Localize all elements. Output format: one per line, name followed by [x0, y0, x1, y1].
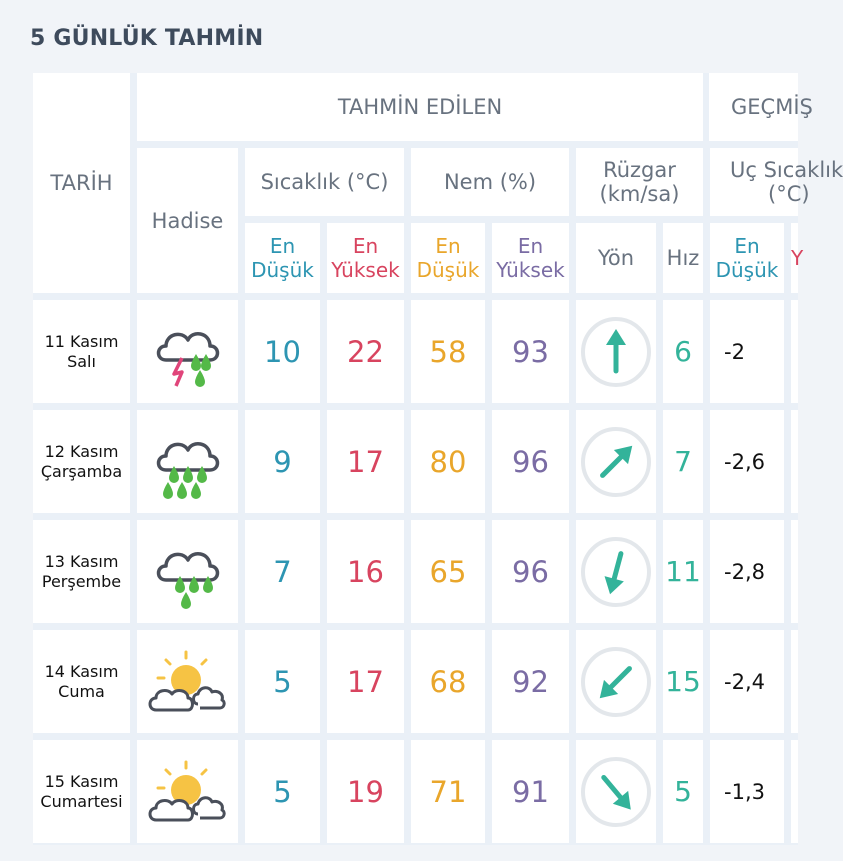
- wind-direction-cell: [576, 740, 656, 843]
- wind-direction-compass: [579, 315, 653, 389]
- uc-min-cell: -1,3: [710, 740, 784, 843]
- wind-speed-cell: 7: [663, 410, 703, 513]
- forecast-table: [33, 73, 843, 845]
- date-day: 14 Kasım: [44, 661, 119, 681]
- dusuk-label: Düşük: [715, 258, 779, 282]
- wind-speed-cell: 5: [663, 740, 703, 843]
- date-day: 12 Kasım: [44, 441, 119, 461]
- en-label: En: [435, 234, 461, 258]
- uc-max-cell: [791, 740, 798, 843]
- wind-direction-cell: [576, 410, 656, 513]
- wind-direction-compass: [579, 535, 653, 609]
- yuksek-label: Yüksek: [496, 258, 565, 282]
- ruzgar-header: [576, 148, 703, 216]
- yuksek-label: Yüksek: [331, 258, 400, 282]
- uc-sicaklik-label: Uç Sıcaklık: [730, 158, 843, 182]
- wind-direction-cell: [576, 300, 656, 403]
- uc-sicaklik-unit: (°C): [768, 182, 810, 206]
- humidity-max-cell: 96: [492, 410, 569, 513]
- tahmin-edilen-header: TAHMİN EDİLEN: [137, 73, 703, 141]
- sicaklik-en-yuksek-header: [327, 223, 404, 293]
- uc-min-cell: -2,8: [710, 520, 784, 623]
- weather-icon-cell: [137, 520, 238, 623]
- date-day: 15 Kasım: [44, 771, 119, 791]
- partly-cloudy-icon: [148, 646, 228, 718]
- en-label: En: [352, 234, 379, 258]
- humidity-max-cell: 92: [492, 630, 569, 733]
- weather-icon-cell: [137, 410, 238, 513]
- date-cell: [33, 630, 130, 733]
- date-weekday: Salı: [67, 351, 96, 371]
- humidity-max-cell: 93: [492, 300, 569, 403]
- gecmis-header: GEÇMİŞ: [709, 73, 798, 141]
- date-cell: [33, 520, 130, 623]
- temp-max-cell: 19: [327, 740, 404, 843]
- heavy-rain-icon: [152, 426, 224, 498]
- ruzgar-unit: (km/sa): [599, 182, 680, 206]
- humidity-max-cell: 96: [492, 520, 569, 623]
- temp-max-cell: 16: [327, 520, 404, 623]
- humidity-min-cell: 80: [411, 410, 485, 513]
- dusuk-label: Düşük: [416, 258, 480, 282]
- wind-direction-cell: [576, 630, 656, 733]
- temp-min-cell: 5: [245, 740, 320, 843]
- date-cell: [33, 300, 130, 403]
- nem-en-yuksek-header: [492, 223, 569, 293]
- date-weekday: Cuma: [58, 681, 105, 701]
- weather-icon-cell: [137, 300, 238, 403]
- uc-min-cell: -2: [710, 300, 784, 403]
- uc-min-cell: -2,4: [710, 630, 784, 733]
- date-day: 13 Kasım: [44, 551, 119, 571]
- wind-direction-compass: [579, 645, 653, 719]
- humidity-min-cell: 65: [411, 520, 485, 623]
- hiz-header: Hız: [663, 223, 703, 293]
- partly-cloudy-icon: [148, 756, 228, 828]
- weather-icon-cell: [137, 740, 238, 843]
- humidity-max-cell: 91: [492, 740, 569, 843]
- uc-en-yuksek-header: Y: [791, 223, 798, 293]
- wind-speed-cell: 15: [663, 630, 703, 733]
- uc-max-cell: [791, 300, 798, 403]
- date-cell: [33, 740, 130, 843]
- sicaklik-header: Sıcaklık (°C): [245, 148, 404, 216]
- uc-en-dusuk-header: [710, 223, 784, 293]
- date-day: 11 Kasım: [44, 331, 119, 351]
- date-weekday: Perşembe: [41, 571, 122, 591]
- hadise-header: Hadise: [137, 148, 238, 293]
- wind-speed-cell: 6: [663, 300, 703, 403]
- yon-header: Yön: [576, 223, 656, 293]
- rain-icon: [152, 536, 224, 608]
- date-weekday: Çarşamba: [40, 461, 123, 481]
- temp-min-cell: 5: [245, 630, 320, 733]
- page-title: 5 GÜNLÜK TAHMİN: [30, 26, 264, 51]
- humidity-min-cell: 68: [411, 630, 485, 733]
- wind-direction-compass: [579, 425, 653, 499]
- temp-min-cell: 9: [245, 410, 320, 513]
- en-label: En: [517, 234, 544, 258]
- uc-sicaklik-header: [710, 148, 843, 216]
- humidity-min-cell: 71: [411, 740, 485, 843]
- nem-en-dusuk-header: [411, 223, 485, 293]
- wind-speed-cell: 11: [663, 520, 703, 623]
- uc-max-cell: [791, 520, 798, 623]
- en-label: En: [734, 234, 760, 258]
- temp-max-cell: 17: [327, 630, 404, 733]
- uc-max-cell: [791, 630, 798, 733]
- thunderstorm-icon: [152, 316, 224, 388]
- uc-max-cell: [791, 410, 798, 513]
- temp-min-cell: 7: [245, 520, 320, 623]
- temp-max-cell: 17: [327, 410, 404, 513]
- wind-direction-cell: [576, 520, 656, 623]
- nem-header: Nem (%): [411, 148, 569, 216]
- weather-icon-cell: [137, 630, 238, 733]
- dusuk-label: Düşük: [251, 258, 314, 282]
- date-cell: [33, 410, 130, 513]
- ruzgar-label: Rüzgar: [603, 158, 676, 182]
- date-weekday: Cumartesi: [40, 791, 123, 811]
- en-label: En: [269, 234, 296, 258]
- wind-direction-compass: [579, 755, 653, 829]
- temp-min-cell: 10: [245, 300, 320, 403]
- tarih-header: TARİH: [33, 73, 130, 293]
- temp-max-cell: 22: [327, 300, 404, 403]
- uc-min-cell: -2,6: [710, 410, 784, 513]
- sicaklik-en-dusuk-header: [245, 223, 320, 293]
- humidity-min-cell: 58: [411, 300, 485, 403]
